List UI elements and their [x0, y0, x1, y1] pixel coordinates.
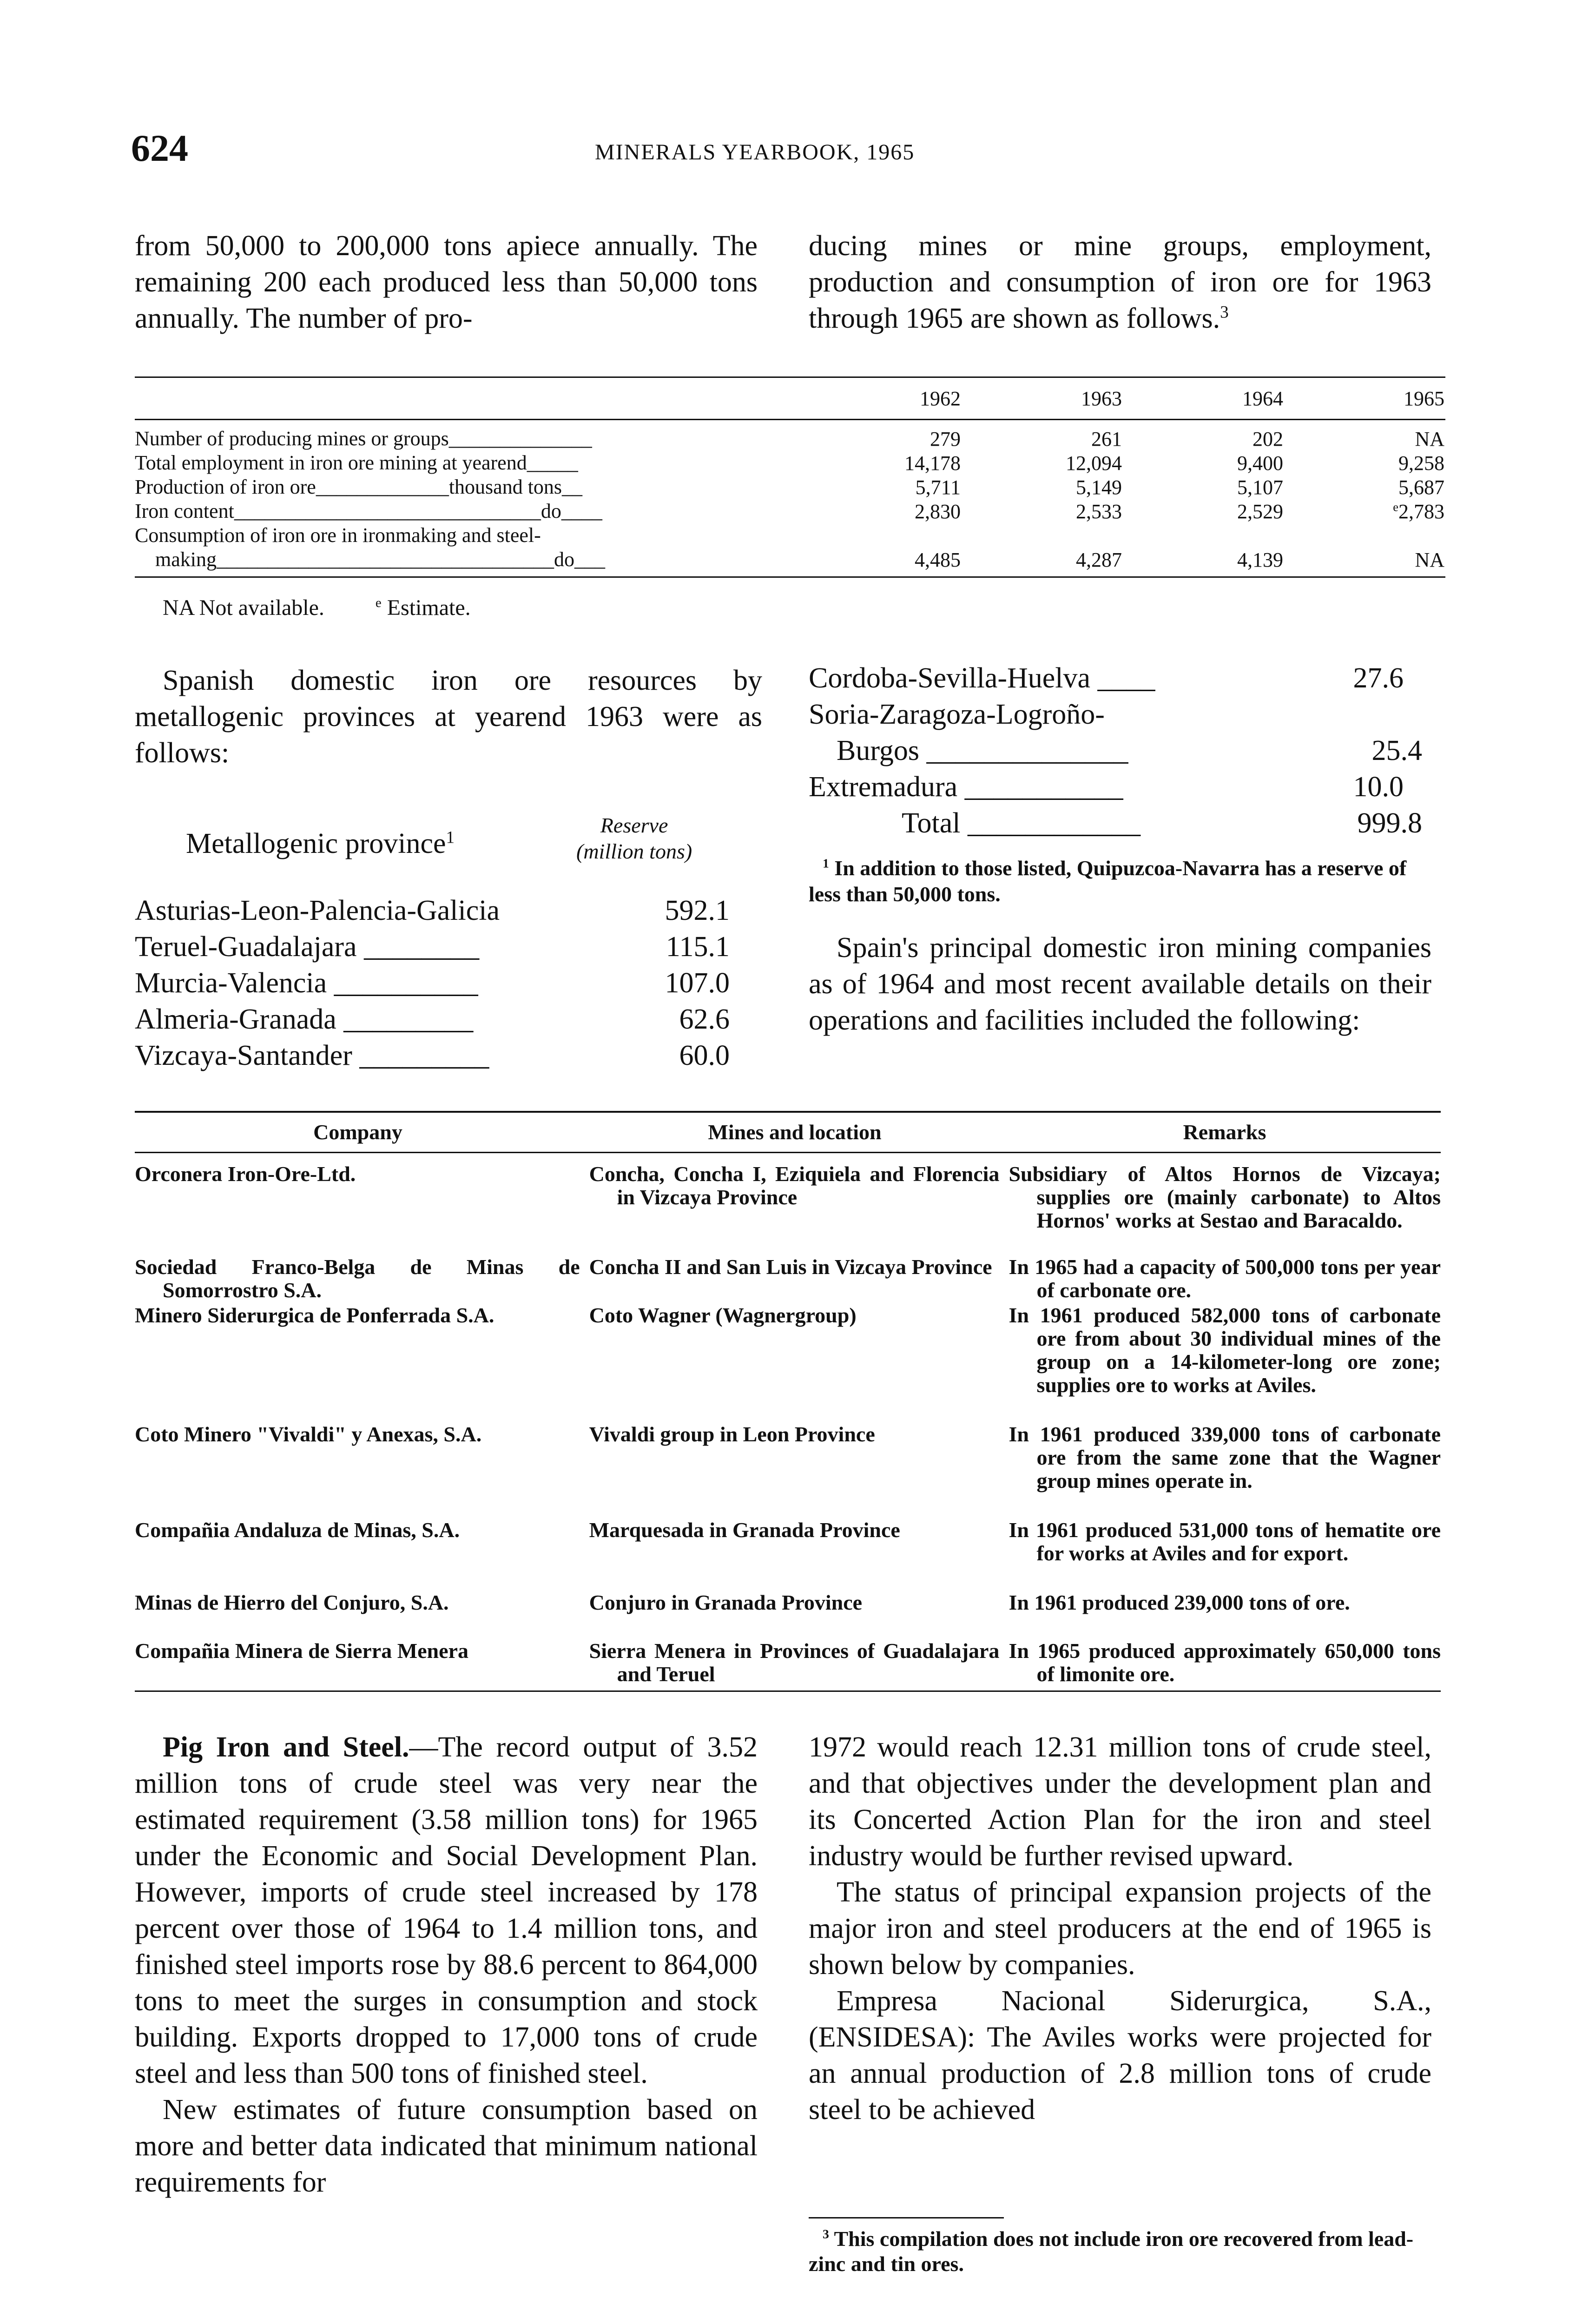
company-name: Coto Minero "Vivaldi" y Anexas, S.A. — [135, 1422, 482, 1446]
cell-value: 5,711 — [915, 475, 961, 499]
cell-value: 202 — [1253, 427, 1283, 450]
paragraph: The status of principal expansion projects of the major iron and steel producers at the end of 1965 is shown below by companies. — [809, 1876, 1431, 1981]
table-row — [135, 1639, 1441, 1690]
company-name: Orconera Iron-Ore-Ltd. — [135, 1162, 356, 1186]
section-heading: Pig Iron and Steel. — [163, 1731, 409, 1763]
column-header: Mines and location — [708, 1120, 882, 1144]
list-item: Almeria-Granada _________ 62.6 — [135, 1003, 730, 1035]
remarks: In 1961 produced 531,000 tons of hematite ore for works at Aviles and for export. — [1009, 1518, 1441, 1565]
list-item: Extremadura ___________ 10.0 — [809, 771, 1404, 803]
row-leader: _________________________________ — [216, 548, 554, 571]
list-item: Teruel-Guadalajara ________ 115.1 — [135, 931, 730, 963]
reserves-intro: Spanish domestic iron ore resources by metallogenic provinces at yearend 1963 were as follows: — [135, 665, 762, 769]
companies-intro: Spain's principal domestic iron mining companies as of 1964 and most recent available details on their operations and facilities included the following: — [809, 932, 1431, 1036]
mine-location: Concha II and San Luis in Vizcaya Province — [589, 1255, 992, 1279]
year-header: 1962 — [920, 387, 961, 410]
company-table-header — [135, 1113, 1441, 1153]
row-unit: do — [541, 500, 561, 522]
cell-value: NA — [1415, 427, 1444, 450]
year-header: 1965 — [1404, 387, 1444, 410]
remarks: In 1961 produced 239,000 tons of ore. — [1009, 1591, 1350, 1614]
cell-value: 9,400 — [1237, 451, 1283, 475]
production-table-header — [135, 378, 1445, 420]
row-leader: ___ — [574, 548, 605, 571]
province-column-header: Metallogenic province$^1$ — [186, 828, 455, 859]
row-label-cont: making — [155, 548, 217, 571]
row-leader: _____ — [527, 451, 578, 474]
column-header: Remarks — [1183, 1120, 1266, 1144]
paragraph: Empresa Nacional Siderurgica, S.A., (ENSIDESA): The Aviles works were projected for an annual production of 2.8 million tons of crude steel to be achieved — [809, 1985, 1431, 2126]
cell-value: 5,149 — [1076, 475, 1122, 499]
company-name: Minero Siderurgica de Ponferrada S.A. — [135, 1303, 494, 1327]
row-label: Total employment in iron ore mining at yearend — [135, 451, 527, 474]
list-item: Vizcaya-Santander _________ 60.0 — [135, 1039, 730, 1071]
estimate-mark: e — [1393, 499, 1398, 514]
row-leader: _____________ — [316, 475, 449, 498]
cell-value: 5,107 — [1237, 475, 1283, 499]
remarks: In 1965 produced approximately 650,000 tons of limonite ore. — [1009, 1639, 1441, 1686]
footnote-3: $^3$ This compilation does not include iron ore recovered from lead-zinc and tin ores. — [809, 2226, 1414, 2276]
row-label: Iron content — [135, 500, 234, 522]
table-row — [135, 451, 1445, 475]
company-table — [135, 1111, 1441, 1692]
list-item: Murcia-Valencia __________ 107.0 — [135, 967, 730, 999]
production-table-notes — [163, 595, 522, 621]
remarks: In 1961 produced 582,000 tons of carbonate ore from about 30 individual mines of the group on a 14-kilometer-long ore zone; supplies ore to works at Aviles. — [1009, 1303, 1441, 1397]
year-header: 1964 — [1242, 387, 1283, 410]
pig-iron-paragraph: Pig Iron and Steel.—The record output of 3.52 million tons of crude steel was very near the estimated requirement (3.58 million tons) for 1965 under the Economic and Social Development Plan. However, imports of crude steel increased by 178 percent over those of 1964 to 1.4 million tons, and finished steel imports rose by 88.6 percent to 864,000 tons to meet the surges in consumption and stock building. Exports dropped to 17,000 tons of crude steel and less than 500 tons of finished steel. — [135, 1731, 758, 2089]
cell-value: NA — [1415, 548, 1444, 571]
note-na: NA Not available. — [163, 595, 324, 620]
company-name: Compañia Andaluza de Minas, S.A. — [135, 1518, 460, 1542]
list-item: Asturias-Leon-Palencia-Galicia 592.1 — [135, 894, 730, 926]
mine-location: Conjuro in Granada Province — [589, 1591, 863, 1614]
cell-value: 14,178 — [904, 451, 961, 475]
cell-value: 4,287 — [1076, 548, 1122, 571]
list-item: Soria-Zaragoza-Logroño- — [809, 698, 1105, 730]
cell-value: 5,687 — [1398, 475, 1444, 499]
company-name: Compañia Minera de Sierra Menera — [135, 1639, 468, 1663]
cell-value-estimate: $^e$2,783 — [1393, 499, 1444, 523]
row-leader: ______________________________ — [234, 500, 541, 522]
table-row — [135, 1519, 1441, 1591]
footnote-ref-3: 3 — [1220, 303, 1229, 322]
mine-location: Coto Wagner (Wagnergroup) — [589, 1303, 857, 1327]
note-estimate: $^e$ Estimate. — [375, 595, 471, 620]
row-label: Consumption of iron ore in ironmaking and steel- — [135, 524, 541, 547]
cell-value: 2,830 — [915, 500, 961, 523]
table-row — [135, 1423, 1441, 1519]
lower-left-column — [135, 1729, 758, 2200]
row-unit: thousand tons — [448, 475, 562, 498]
production-table — [135, 376, 1445, 578]
cell-value: 261 — [1091, 427, 1122, 450]
intro-left-column — [135, 228, 758, 337]
cell-value: 2,533 — [1076, 500, 1122, 523]
list-item: Burgos ______________ 25.4 — [837, 734, 1422, 766]
total-row: Total ____________ 999.8 — [902, 807, 1422, 839]
reserve-column-header: Reserve (million tons) — [576, 813, 692, 863]
intro-left-text: from 50,000 to 200,000 tons apiece annually. The remaining 200 each produced less than 50,000 tons annually. The number of pro- — [135, 230, 758, 334]
paragraph: 1972 would reach 12.31 million tons of crude steel, and that objectives under the development plan and its Concerted Action Plan for the iron and steel industry would be further revised upward. — [809, 1731, 1431, 1872]
reserves-list-right — [809, 660, 1422, 841]
row-leader: ____ — [561, 500, 602, 522]
cell-value: 12,094 — [1066, 451, 1122, 475]
table-row — [135, 499, 1445, 523]
intro-right-paragraph — [809, 228, 1431, 337]
page-number: 624 — [131, 127, 188, 169]
row-label: Number of producing mines or groups — [135, 427, 449, 450]
row-leader: __ — [562, 475, 583, 498]
mine-location: Sierra Menera in Provinces of Guadalajara and Teruel — [589, 1639, 1000, 1686]
table-row — [135, 475, 1445, 499]
company-name: Sociedad Franco-Belga de Minas de Somorrostro S.A. — [135, 1255, 580, 1302]
table-row — [135, 1591, 1441, 1639]
intro-right-column — [809, 228, 1431, 337]
table-row — [135, 1162, 1441, 1255]
footnote-divider — [809, 2217, 1004, 2218]
reserves-list-left — [135, 892, 748, 1074]
table-row — [135, 1255, 1441, 1304]
year-header: 1963 — [1081, 387, 1122, 410]
intro-right-text: ducing mines or mine groups, employment, production and consumption of iron ore for 1963 through 1965 are shown as follows. — [809, 230, 1431, 334]
mine-location: Marquesada in Granada Province — [589, 1518, 900, 1542]
remarks: In 1965 had a capacity of 500,000 tons per year of carbonate ore. — [1009, 1255, 1441, 1302]
table-row — [135, 523, 1445, 572]
mine-location: Concha, Concha I, Eziquiela and Florencia in Vizcaya Province — [589, 1162, 1000, 1209]
cell-value: 9,258 — [1398, 451, 1444, 475]
lower-right-column — [809, 1729, 1431, 2128]
table-row — [135, 427, 1445, 451]
running-title: MINERALS YEARBOOK, 1965 — [595, 140, 915, 165]
table-row — [135, 1304, 1441, 1423]
mine-location: Vivaldi group in Leon Province — [589, 1422, 875, 1446]
cell-value: 4,485 — [915, 548, 961, 571]
footnote-1: $^1$ In addition to those listed, Quipuzcoa-Navarra has a reserve of less than 50,000 tons. — [809, 856, 1407, 906]
cell-value: 4,139 — [1237, 548, 1283, 571]
list-item: Cordoba-Sevilla-Huelva ____ 27.6 — [809, 662, 1404, 694]
row-label: Production of iron ore — [135, 475, 316, 498]
company-name: Minas de Hierro del Conjuro, S.A. — [135, 1591, 449, 1614]
row-unit: do — [554, 548, 574, 571]
cell-value: 2,529 — [1237, 500, 1283, 523]
remarks: In 1961 produced 339,000 tons of carbonate ore from the same zone that the Wagner group mines operate in. — [1009, 1422, 1441, 1492]
column-header: Company — [313, 1120, 402, 1144]
remarks: Subsidiary of Altos Hornos de Vizcaya; supplies ore (mainly carbonate) to Altos Hornos' works at Sestao and Baracaldo. — [1009, 1162, 1441, 1232]
paragraph: New estimates of future consumption based on more and better data indicated that minimum national requirements for — [135, 2094, 758, 2198]
cell-value: 279 — [930, 427, 961, 450]
row-leader: ______________ — [448, 427, 592, 450]
